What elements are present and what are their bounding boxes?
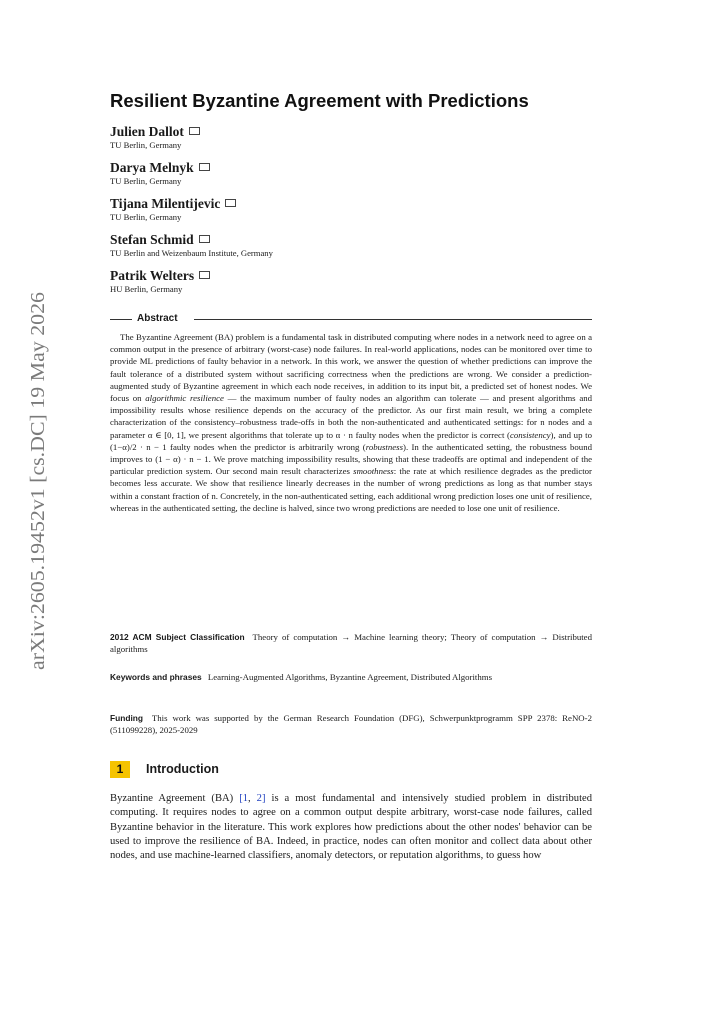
author-name: Tijana Milentijevic: [110, 196, 221, 211]
abstract-emphasis: consistency: [509, 429, 551, 440]
email-icon[interactable]: [199, 163, 210, 171]
author-name-line: [110, 268, 592, 284]
email-icon[interactable]: [199, 235, 210, 243]
abstract-heading: [110, 313, 592, 325]
acm-classification: [110, 631, 592, 655]
arxiv-identifier-sidebar: [14, 290, 58, 670]
section-number: 1: [110, 761, 130, 778]
citation-link[interactable]: 2]: [256, 793, 266, 804]
abstract-emphasis: smoothness: [353, 466, 394, 477]
email-icon[interactable]: [225, 199, 236, 207]
author-block: [110, 268, 592, 295]
introduction-text: [110, 792, 592, 863]
funding: [110, 712, 592, 736]
abstract-label: Abstract: [137, 313, 178, 324]
citation-link[interactable]: [1: [239, 793, 249, 804]
email-icon[interactable]: [199, 271, 210, 279]
author-name-line: [110, 232, 592, 248]
abstract-emphasis: algorithmic resilience: [145, 393, 224, 404]
author-affiliation: TU Berlin and Weizenbaum Institute, Germany: [110, 248, 273, 258]
keywords-label: Keywords and phrases: [110, 672, 202, 682]
abstract-text: [110, 331, 592, 514]
abstract-emphasis: robustness: [365, 441, 404, 452]
author-name-line: [110, 160, 592, 176]
intro-part: Byzantine Agreement (BA): [110, 793, 240, 804]
author-affiliation: HU Berlin, Germany: [110, 284, 183, 294]
author-affiliation: TU Berlin, Germany: [110, 212, 182, 222]
author-name: Darya Melnyk: [110, 160, 194, 175]
heading-rule-right: [194, 319, 592, 320]
email-icon[interactable]: [189, 127, 200, 135]
keywords-text: Learning-Augmented Algorithms, Byzantine Agreement, Distributed Algorithms: [207, 672, 493, 682]
citation-separator: ,: [248, 793, 257, 804]
author-name-line: [110, 124, 592, 140]
section-heading: [110, 761, 592, 779]
abstract-part: : the rate at which resilience degrades as the predictor becomes less accurate. We show that resilience linearly decreases in the number of wrong predictions as long as that number stays within a constant fraction of n. Concretely, in the non-authenticated setting, each additional wrong prediction loses one unit of resilience, whereas in the authenticated setting, the decline is halved, since two wrong predictions are needed to lose one unit of resilience.: [110, 466, 592, 513]
keywords: [110, 671, 592, 683]
heading-rule-left: [110, 319, 132, 320]
abstract-part: ), and up to (1−α)/2 · n − 1 faulty nodes when the predictor is arbitrarily wrong (: [110, 429, 592, 452]
paper-title: Resilient Byzantine Agreement with Predictions: [110, 90, 529, 111]
author-name: Julien Dallot: [110, 124, 184, 139]
author-name-line: [110, 196, 592, 212]
funding-label: Funding: [110, 713, 144, 723]
funding-text: This work was supported by the German Research Foundation (DFG), Schwerpunktprogramm SPP 2378: ReNO-2 (511099228), 2025-2029: [110, 713, 592, 736]
author-block: [110, 160, 592, 187]
section-title: Introduction: [146, 762, 219, 776]
author-name: Patrik Welters: [110, 268, 195, 283]
author-name: Stefan Schmid: [110, 232, 194, 247]
acm-label: 2012 ACM Subject Classification: [110, 632, 245, 642]
abstract-part: ). In the authenticated setting, the robustness bound improves to (1 − α) · n − 1. We prove matching impossibility results, showing that these tradeoffs are optimal and independent of the particular prediction system. Our second main result characterizes: [110, 441, 592, 477]
author-block: [110, 232, 592, 259]
author-affiliation: TU Berlin, Germany: [110, 176, 182, 186]
intro-part: is a most fundamental and intensively studied problem in distributed computing. It requires nodes to agree on a common output despite arbitrary, worst-case node failures, called Byzantine behavior in the literature. This work explores how predictions about the other nodes' behavior can be used to improve the resilience of BA. Indeed, in practice, nodes can often monitor and collect data about other nodes, and use machine-learned classifiers, anomaly detectors, or reputation algorithms, to guess how: [110, 793, 593, 862]
abstract-part: — the maximum number of faulty nodes an algorithm can tolerate — and present algorithms and impossibility results whose resilience depends on the accuracy of the predictor. As our first main result, we bring a complete characterization of the consistency–robustness trade-offs in both the non-authenticated and authenticated settings: for n nodes and a parameter α ∈ [0, 1], we present algorithms that tolerate up to α · n faulty nodes when the predictor is correct (: [110, 393, 593, 440]
author-block: [110, 124, 592, 151]
acm-text: Theory of computation → Machine learning theory; Theory of computation → Distributed algorithms: [110, 632, 592, 655]
arxiv-identifier-graphic: [14, 290, 58, 670]
arxiv-identifier-text: arXiv:2605.19452v1 [cs.DC] 19 May 2026: [27, 324, 49, 670]
abstract-part: The Byzantine Agreement (BA) problem is a fundamental task in distributed computing where nodes in a network need to agree on a common output in the presence of arbitrary (worst-case) node failures. In real-world applications, nodes can be monitored over time to provide ML predictions of faulty behavior in a network. In this work, we answer the question of whether predictions can improve the fault tolerance of a distributed system without sacrificing correctness when the predictions are wrong. We consider a prediction-augmented study of Byzantine agreement in which each node receives, in addition to its input bit, a predicted set of honest nodes. We focus on: [110, 332, 592, 404]
author-block: [110, 196, 592, 223]
author-affiliation: TU Berlin, Germany: [110, 140, 182, 150]
